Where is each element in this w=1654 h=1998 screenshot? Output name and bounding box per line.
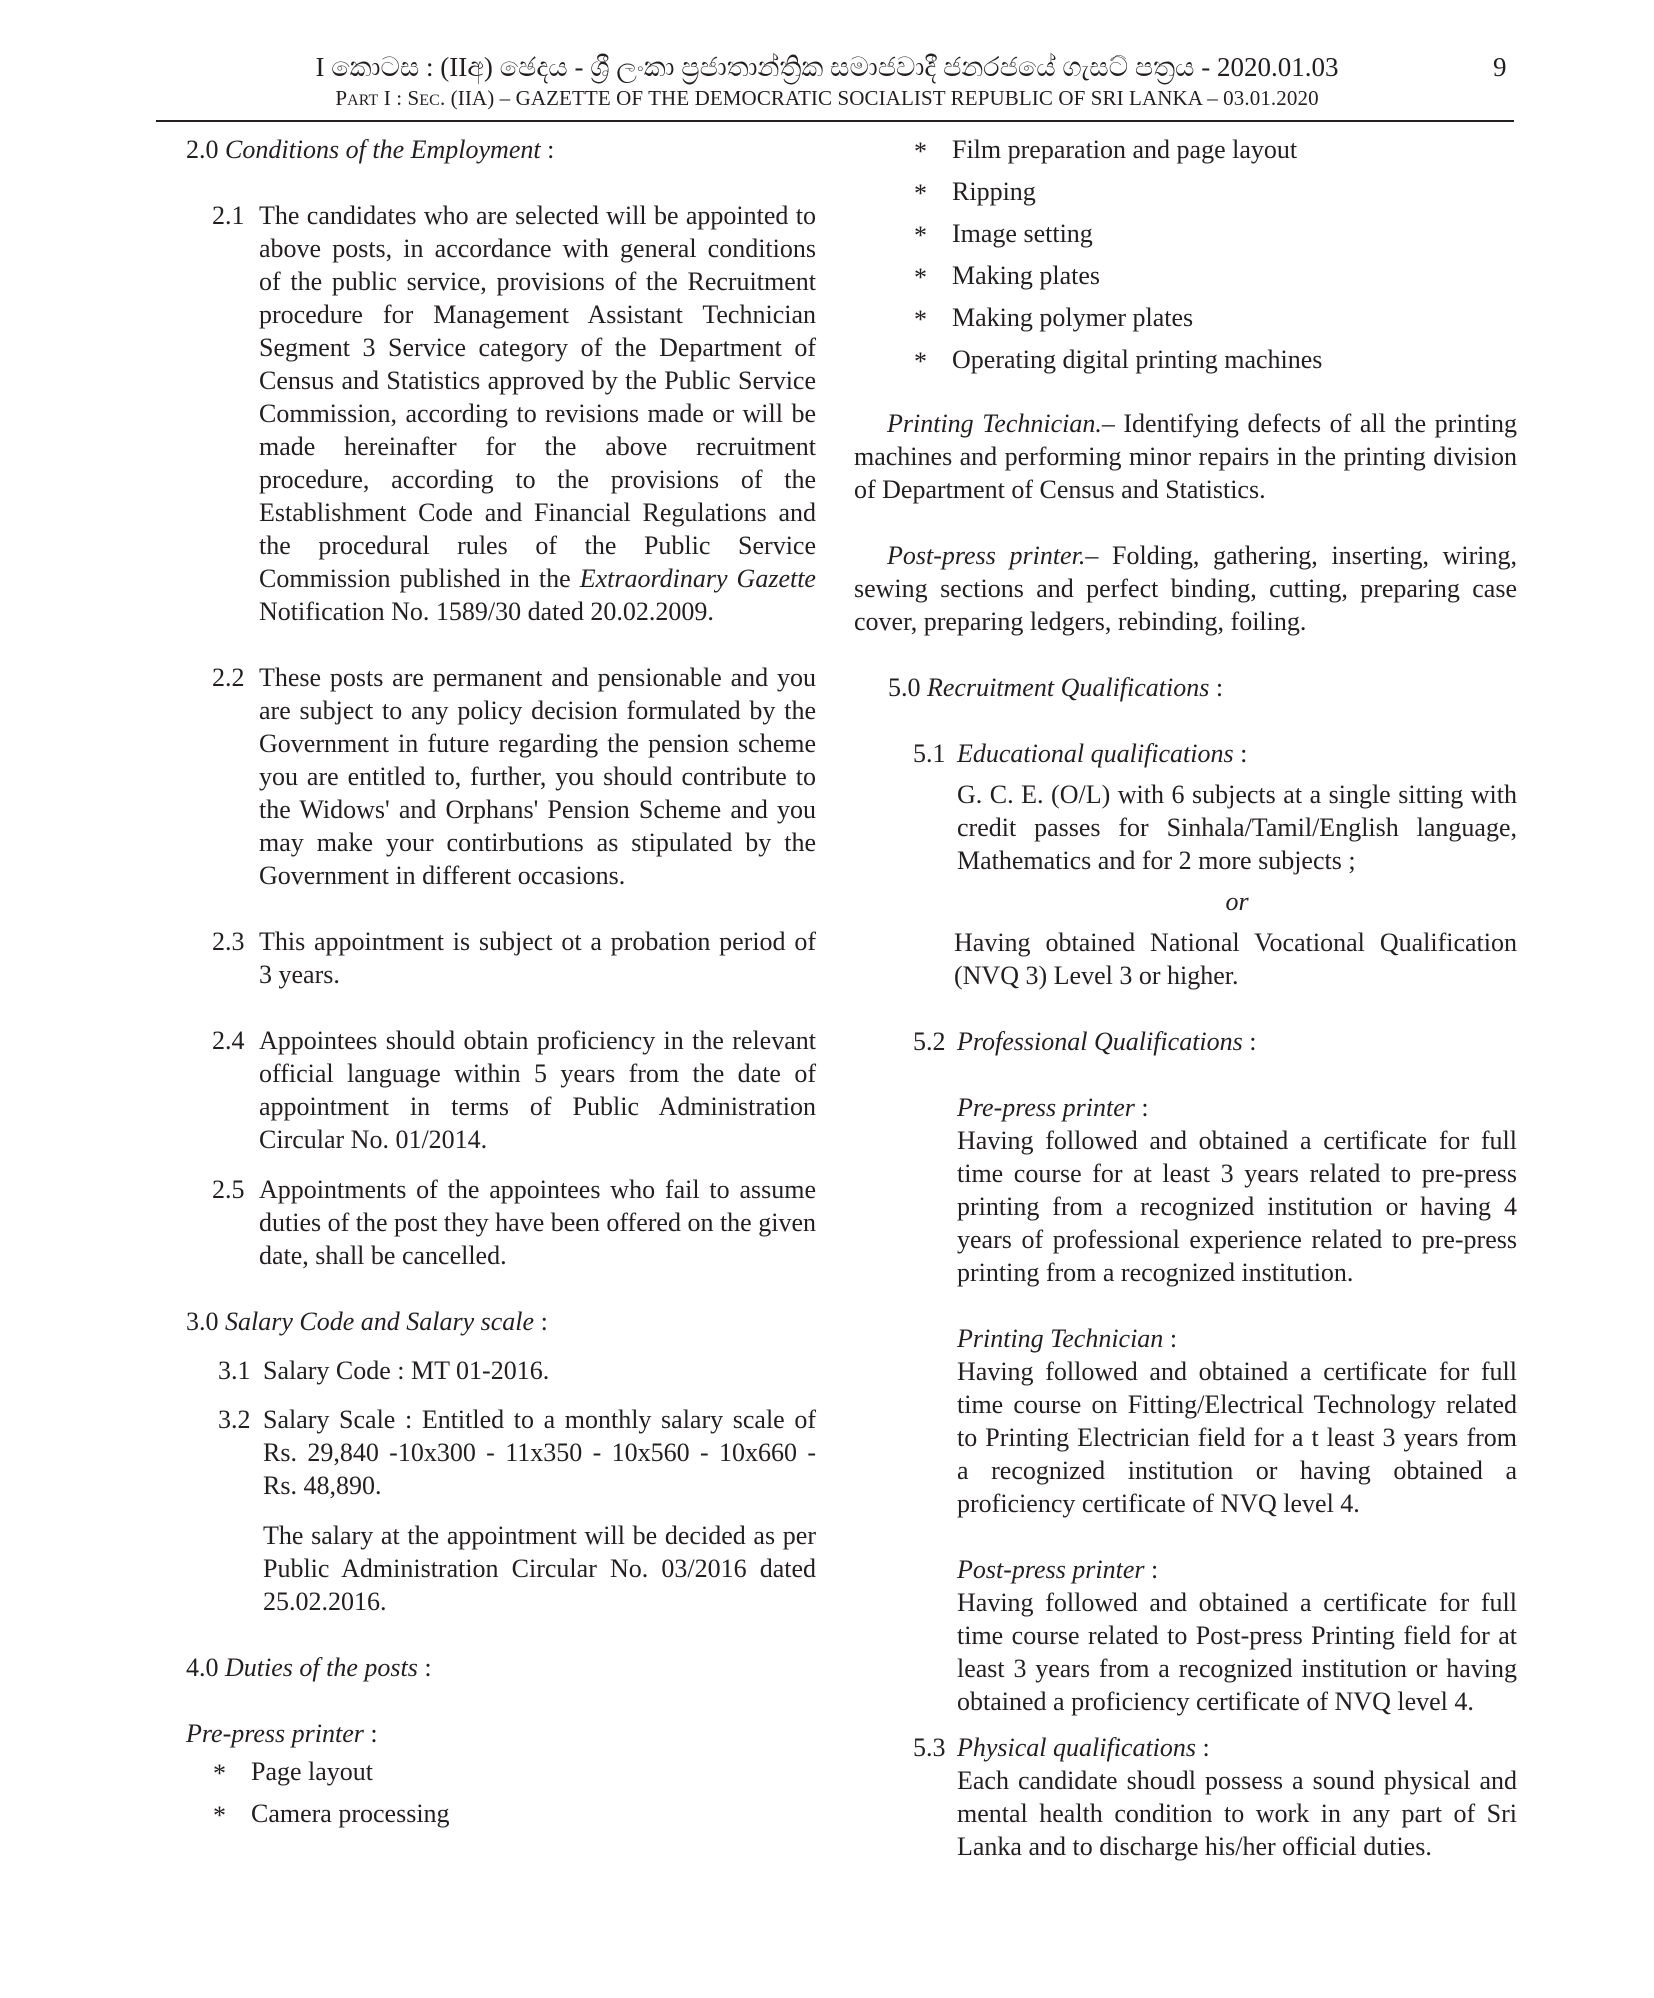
clause-2-1: 2.1 The candidates who are selected will be appointed to above posts, in accordance with general conditions of the public service, provisions of the Recruitment procedure for Management Assistant Technician Segment 3 Service category of the Department of Census and Statistics approved by the Public Service Commission, according to revisions made or will be made hereinafter for the above recruitment procedure, according to the provisions of the Establishment Code and Financial Regulations and the procedural rules of the Public Service Commission published in the Extraordinary Gazette Notification No. 1589/30 dated 20.02.2009. (212, 201, 816, 626)
clause-2-2: 2.2 These posts are permanent and pensionable and you are subject to any policy decision formulated by the Government in future regarding the pension scheme you are entitled to, further, you should contribute to the Widows' and Orphans' Pension Scheme and you may make your contirbutions as stipulated by the Government in different occasions. (212, 663, 816, 890)
clause-5-3: 5.3 Physical qualifications : Each candidate shoudl possess a sound physical and mental health condition to work in any part of Sri Lanka and to discharge his/her official duties. (913, 1733, 1517, 1861)
list-item: * Operating digital printing machines (914, 345, 1323, 376)
header-english-line: PART I : SEC. (IIA) – GAZETTE OF THE DEMOCRATIC SOCIALIST REPUBLIC OF SRI LANKA – 03.01.2020 (335, 86, 1319, 110)
list-item: * Making plates (914, 261, 1101, 292)
clause-2-3: 2.3 This appointment is subject ot a probation period of 3 years. (212, 927, 816, 989)
list-item: * Film preparation and page layout (914, 135, 1298, 166)
clause-2-5: 2.5 Appointments of the appointees who fail to assume duties of the post they have been offered on the given date, shall be cancelled. (212, 1175, 816, 1270)
section-2-heading: 2.0 Conditions of the Employment : (186, 135, 555, 164)
right-column (854, 133, 1517, 1863)
section-3-heading: 3.0 Salary Code and Salary scale : (186, 1307, 548, 1336)
list-item: * Camera processing (213, 1799, 450, 1830)
header-rule (156, 120, 1514, 122)
prepress-heading: Pre-press printer : (186, 1719, 378, 1748)
left-column (186, 133, 816, 1839)
section-5-heading: 5.0 Recruitment Qualifications : (888, 673, 1224, 702)
clause-3-2: 3.2 Salary Scale : Entitled to a monthly salary scale of Rs. 29,840 -10x300 - 11x350 - 10x560 - 10x660 - Rs. 48,890. The salary at the appointment will be decided as per Public Administration Circular No. 03/2016 dated 25.02.2016. (218, 1405, 816, 1616)
or-separator: or (1225, 887, 1249, 916)
header-sinhala-line: I කොටස : (IIඅ) ඡෙදය - ශ්‍රී ලංකා ප්‍රජාතාන්ත්‍රික සමාජවාදී ජනරජයේ ගැසට් පත්‍රය - 2020.01.03 (315, 52, 1339, 82)
clause-5-2: 5.2 Professional Qualifications : Pre-press printer : Having followed and obtained a certificate for full time course for at least 3 years related to pre-press printing from a recognized institution or having 4 years of professional experience related to pre-press printing from a recognized institution. Printing Technician : Having followed and obtained a certificate for full time course on Fitting/Electrical Technology related to Printing Electrician field for a t least 3 years from a recognized institution or having obtained a proficiency certificate of NVQ level 4. Post-press printer : Having followed and obtained a certificate for full time course related to Post-press Printing field for at least 3 years from a recognized institution or having obtained a proficiency certificate of NVQ level 4. (913, 1027, 1517, 1716)
printing-technician-duties: Printing Technician.– Identifying defects of all the printing machines and performing minor repairs in the printing division of Department of Census and Statistics. (854, 409, 1517, 504)
list-item: * Making polymer plates (914, 303, 1194, 334)
clause-5-1: 5.1 Educational qualifications : G. C. E. (O/L) with 6 subjects at a single sitting with credit passes for Sinhala/Tamil/English language, Mathematics and for 2 more subjects ; or Having obtained National Vocational Qualification (NVQ 3) Level 3 or higher. (913, 739, 1517, 990)
postpress-qualification-heading: Post-press printer : (957, 1555, 1159, 1584)
section-4-heading: 4.0 Duties of the posts : (186, 1653, 432, 1682)
clause-3-1: 3.1 Salary Code : MT 01-2016. (218, 1356, 550, 1385)
printing-technician-qualification-heading: Printing Technician : (957, 1324, 1178, 1353)
prepress-qualification-heading: Pre-press printer : (957, 1093, 1149, 1122)
page-number: 9 (1493, 52, 1507, 82)
list-item: * Page layout (213, 1757, 374, 1788)
list-item: * Image setting (914, 219, 1093, 250)
clause-2-4: 2.4 Appointees should obtain proficiency in the relevant official language within 5 years from the date of appointment in terms of Public Administration Circular No. 01/2014. (212, 1026, 816, 1154)
postpress-printer-duties: Post-press printer.– Folding, gathering, inserting, wiring, sewing sections and perfect binding, cutting, preparing case cover, preparing ledgers, rebinding, foiling. (854, 541, 1518, 636)
list-item: * Ripping (914, 177, 1036, 208)
